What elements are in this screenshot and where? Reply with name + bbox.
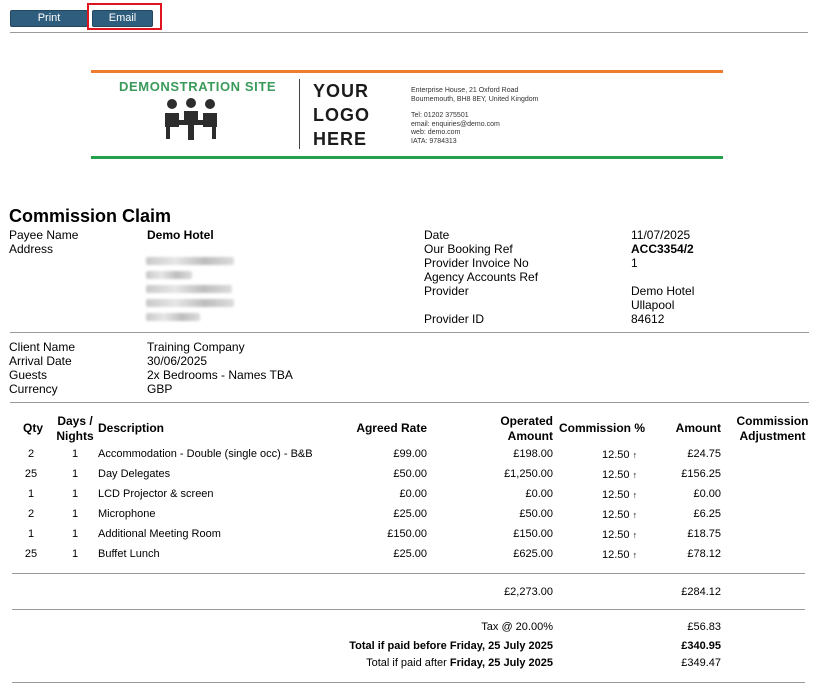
cell-qty: 25 (24, 468, 38, 480)
page-title: Commission Claim (9, 206, 172, 226)
letterhead-banner (91, 70, 723, 160)
cell-agreed-rate: £25.00 (393, 508, 427, 520)
booking-ref-label: Our Booking Ref (424, 242, 513, 256)
cell-agreed-rate: £50.00 (393, 468, 427, 480)
cell-amount: £0.00 (693, 488, 721, 500)
total-paid-before-value: £340.95 (681, 640, 721, 652)
payee-name-label: Payee Name (9, 228, 79, 242)
logo-line: LOGO (313, 105, 370, 125)
cell-agreed-rate: £0.00 (399, 488, 427, 500)
cell-operated: £0.00 (525, 488, 553, 500)
divider (10, 402, 809, 403)
company-web: web: demo.com (411, 129, 461, 137)
toolbar-divider (10, 32, 808, 33)
company-address-line-1: Enterprise House, 21 Oxford Road (411, 87, 519, 94)
cell-operated: £150.00 (513, 528, 553, 540)
commission-pct-value: 12.50 (602, 469, 630, 481)
commission-caret-icon: ↑ (632, 490, 638, 500)
cell-days: 1 (71, 448, 79, 460)
commission-caret-icon: ↑ (632, 530, 638, 540)
col-header-agreed-rate: Agreed Rate (356, 421, 427, 435)
col-header-qty: Qty (23, 421, 44, 435)
divider (12, 609, 805, 610)
commission-pct-value: 12.50 (602, 549, 630, 561)
print-button[interactable]: Print (10, 10, 88, 27)
cell-days: 1 (71, 488, 79, 500)
commission-pct-value: 12.50 (602, 489, 630, 501)
cell-description: Additional Meeting Room (98, 528, 221, 540)
payee-name-value: Demo Hotel (147, 228, 214, 242)
redacted-address (146, 257, 236, 325)
amount-total: £284.12 (681, 586, 721, 598)
cell-description: Buffet Lunch (98, 548, 160, 560)
cell-commission-pct (602, 509, 637, 522)
col-header-adjustment: Adjustment (739, 429, 806, 443)
provider-id-label: Provider ID (424, 312, 485, 326)
total-paid-before-label: Total if paid before Friday, 25 July 2025 (349, 640, 553, 652)
cell-commission-pct (602, 489, 637, 502)
meeting-people-icon (163, 98, 219, 140)
tax-value: £56.83 (687, 621, 721, 633)
cell-qty: 25 (24, 548, 38, 560)
total-paid-after-date: Friday, 25 July 2025 (449, 657, 553, 669)
guests-label: Guests (9, 368, 48, 382)
col-header-days-nights (55, 414, 95, 444)
cell-commission-pct (602, 469, 637, 482)
operated-total: £2,273.00 (504, 586, 553, 598)
cell-amount: £156.25 (681, 468, 721, 480)
cell-description: Day Delegates (98, 468, 171, 480)
provider-location-value: Ullapool (631, 298, 675, 312)
company-contact-block (411, 87, 539, 147)
client-name-label: Client Name (9, 340, 76, 354)
cell-qty: 1 (27, 528, 35, 540)
commission-pct-value: 12.50 (602, 529, 630, 541)
divider (10, 332, 809, 333)
cell-amount: £78.12 (687, 548, 721, 560)
company-address-line-2: Bournemouth, BH8 8EY, United Kingdom (411, 95, 539, 103)
cell-qty: 1 (27, 488, 35, 500)
commission-caret-icon: ↑ (632, 450, 638, 460)
provider-invoice-label: Provider Invoice No (424, 256, 529, 270)
banner-bottom-bar (91, 156, 723, 159)
logo-placeholder (313, 79, 383, 151)
col-header-description: Description (98, 421, 165, 435)
cell-days: 1 (71, 468, 79, 480)
provider-invoice-value: 1 (631, 256, 638, 270)
email-button-highlight (87, 3, 162, 30)
col-header-nights: Nights (56, 429, 94, 443)
banner-top-bar (91, 70, 723, 73)
cell-operated: £625.00 (513, 548, 553, 560)
cell-qty: 2 (27, 448, 35, 460)
commission-pct-value: 12.50 (602, 509, 630, 521)
col-header-commission-pct: Commission % (559, 421, 646, 435)
cell-qty: 2 (27, 508, 35, 520)
commission-caret-icon: ↑ (632, 550, 638, 560)
currency-label: Currency (9, 382, 58, 396)
cell-days: 1 (71, 528, 79, 540)
cell-commission-pct (602, 549, 637, 562)
cell-description: LCD Projector & screen (98, 488, 214, 500)
address-label: Address (9, 242, 54, 256)
company-iata: IATA: 9784313 (411, 137, 457, 145)
logo-line: HERE (313, 129, 368, 149)
divider (12, 573, 805, 574)
cell-days: 1 (71, 508, 79, 520)
commission-caret-icon: ↑ (632, 470, 638, 480)
arrival-date-label: Arrival Date (9, 354, 72, 368)
tax-label: Tax @ 20.00% (481, 621, 553, 633)
provider-label: Provider (424, 284, 469, 298)
col-header-commission-adjustment (735, 414, 810, 444)
commission-pct-value: 12.50 (602, 449, 630, 461)
total-paid-after-value: £349.47 (681, 657, 721, 669)
site-name: DEMONSTRATION SITE (119, 79, 277, 94)
cell-description: Accommodation - Double (single occ) - B&B (98, 448, 313, 460)
cell-amount: £18.75 (687, 528, 721, 540)
commission-caret-icon: ↑ (632, 510, 638, 520)
client-name-value: Training Company (147, 340, 245, 354)
provider-id-value: 84612 (631, 312, 665, 326)
currency-value: GBP (147, 382, 173, 396)
total-paid-after-prefix: Total if paid after (366, 657, 447, 669)
cell-amount: £6.25 (693, 508, 721, 520)
col-header-amount: Amount (675, 421, 721, 435)
cell-operated: £50.00 (519, 508, 553, 520)
col-header-commission: Commission (736, 414, 809, 428)
cell-days: 1 (71, 548, 79, 560)
cell-commission-pct (602, 449, 637, 462)
agency-accounts-ref-label: Agency Accounts Ref (424, 270, 539, 284)
company-tel: Tel: 01202 375501 (411, 112, 469, 120)
col-header-operated-amount (470, 414, 553, 444)
guests-value: 2x Bedrooms - Names TBA (147, 368, 293, 382)
provider-name-value: Demo Hotel (631, 284, 695, 298)
cell-operated: £1,250.00 (504, 468, 553, 480)
col-header-operated-amount-line: Amount (507, 429, 553, 443)
cell-operated: £198.00 (513, 448, 553, 460)
cell-agreed-rate: £25.00 (393, 548, 427, 560)
booking-ref-value: ACC3354/2 (631, 242, 694, 256)
cell-commission-pct (602, 529, 637, 542)
total-paid-after-label (300, 657, 553, 670)
company-email: email: enquiries@demo.com (411, 120, 500, 128)
cell-amount: £24.75 (687, 448, 721, 460)
arrival-date-value: 30/06/2025 (147, 354, 208, 368)
divider (12, 682, 805, 683)
email-button[interactable]: Email (92, 10, 153, 27)
col-header-days: Days / (57, 414, 93, 428)
col-header-operated: Operated (500, 414, 553, 428)
cell-description: Microphone (98, 508, 156, 520)
date-value: 11/07/2025 (631, 228, 691, 242)
cell-agreed-rate: £150.00 (387, 528, 427, 540)
date-label: Date (424, 228, 450, 242)
cell-agreed-rate: £99.00 (393, 448, 427, 460)
banner-divider (299, 79, 300, 149)
logo-line: YOUR (313, 81, 370, 101)
